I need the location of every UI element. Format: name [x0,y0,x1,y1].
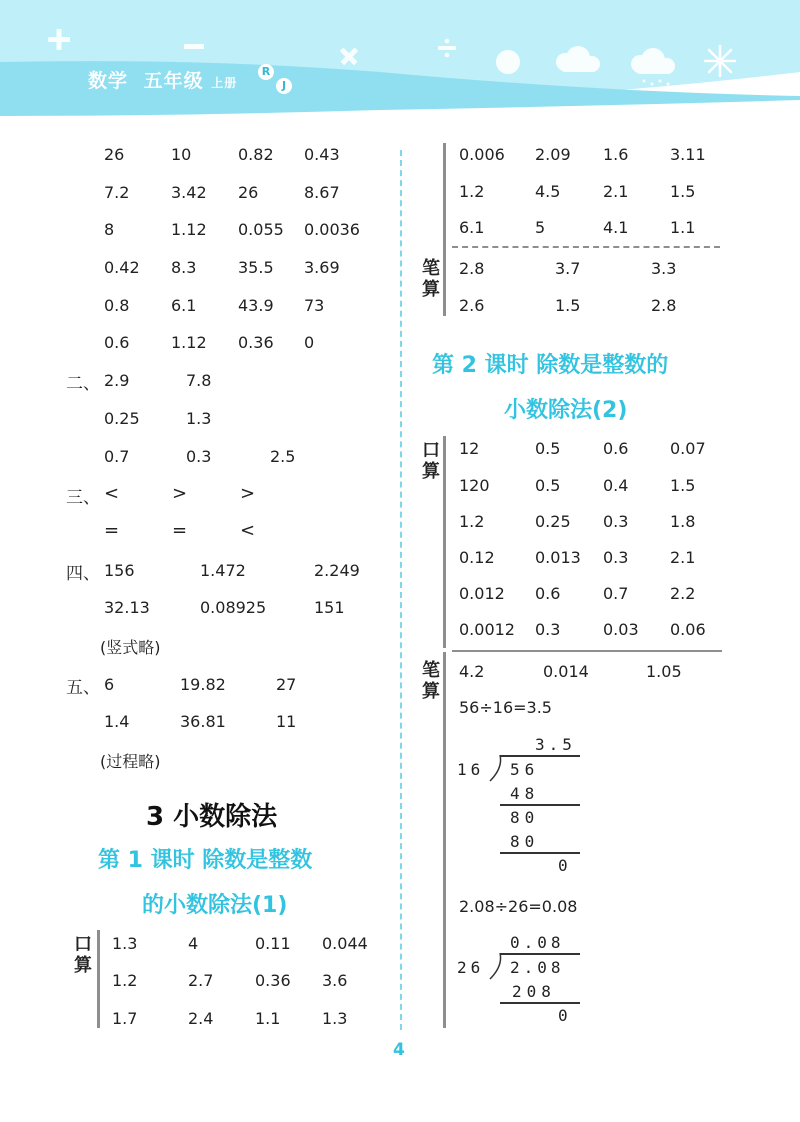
answer-cell: 1.3 [186,409,212,428]
section-label-si: 四、 [66,564,100,584]
ld-dividend: 56 [510,760,540,779]
kousuan-cell: 0.044 [322,934,368,953]
kousuan-cell: 0.3 [603,548,629,567]
book-title [88,66,237,93]
kousuan-cell: 12 [459,439,480,458]
answer-cell: 7.8 [186,371,212,390]
top-block-bar [443,143,446,316]
lesson-2-title: 第 2 课时 除数是整数的 [432,353,669,378]
grid-cell: 4.1 [603,218,629,237]
kousuan-cell: 1.3 [322,1009,348,1028]
section-label-er: 二、 [66,374,100,394]
kousuan-cell: 0.5 [535,476,561,495]
ld-step: 80 [510,808,540,827]
grid-cell: 73 [304,296,325,315]
bisuan-cell: 2.8 [459,259,485,278]
grade-label: 五年级 [143,70,204,92]
answer-cell: 1.4 [104,712,130,731]
badge-r: R [258,64,274,80]
ld-step: 80 [510,832,540,851]
grid-cell: 0.0036 [304,220,360,239]
answer-cell: 11 [276,712,297,731]
grid-cell: 0.8 [104,296,130,315]
answer-cell: 1.472 [200,561,246,580]
bisuan-cell: 4.2 [459,662,485,681]
answer-cell: = [104,520,120,541]
ld-step: 208 [512,982,556,1001]
equation-1: 56÷16=3.5 [459,698,552,717]
column-divider [400,150,402,1030]
answer-cell: 2.9 [104,371,130,390]
bisuan-cell: 3.3 [651,259,677,278]
ld-bracket-curve [487,754,503,782]
kousuan-cell: 1.8 [670,512,696,531]
page-number: 4 [393,1040,405,1060]
page-header [0,0,800,120]
answer-cell: 32.13 [104,598,150,617]
equation-2: 2.08÷26=0.08 [459,897,578,916]
grid-cell: 6.1 [459,218,485,237]
answer-cell: 0.08925 [200,598,267,617]
bisuan-cell: 1.05 [646,662,682,681]
kousuan-cell: 2.7 [188,971,214,990]
kousuan-cell: 0.3 [603,512,629,531]
kousuan-cell: 0.6 [535,584,561,603]
ld-divisor: 16 [457,760,485,779]
grid-cell: 1.5 [670,182,696,201]
grid-cell: 0.42 [104,258,140,277]
grid-cell: 0.43 [304,145,340,164]
bisuan-bar-2 [443,652,446,1028]
kousuan-cell: 0.5 [535,439,561,458]
grid-cell: 10 [171,145,192,164]
grid-cell: 2.09 [535,145,571,164]
grid-cell: 0.6 [104,333,130,352]
grid-cell: 26 [104,145,125,164]
grid-cell: 7.2 [104,183,130,202]
kousuan-cell: 2.1 [670,548,696,567]
answer-cell: 0.25 [104,409,140,428]
volume-label: 上册 [211,76,238,90]
answer-cell: 156 [104,561,135,580]
grid-cell: 0 [304,333,315,352]
answer-cell: 6 [104,675,115,694]
kousuan-cell: 0.012 [459,584,505,603]
ld-remainder: 0 [558,1006,568,1025]
ld-bracket-top [500,953,580,955]
grid-cell: 3.69 [304,258,340,277]
lesson-1-title: 第 1 课时 除数是整数 [98,848,313,873]
kousuan-bar [97,930,100,1028]
kousuan-label: 口算 [74,934,92,976]
answer-cell: 151 [314,598,345,617]
answer-cell: 27 [276,675,297,694]
grid-cell: 1.12 [171,220,207,239]
bisuan-label-2: 笔算 [422,660,440,702]
kousuan-cell: 0.06 [670,620,706,639]
grid-cell: 8 [104,220,115,239]
ld-quotient: 3.5 [535,735,576,754]
kousuan-cell: 1.2 [459,512,485,531]
grid-cell: 8.67 [304,183,340,202]
ld-dividend: 2.08 [510,958,565,977]
kousuan-cell: 0.36 [255,971,291,990]
section-label-san: 三、 [66,488,100,508]
grid-cell: 5 [535,218,546,237]
ld-line [500,804,580,806]
lesson-1-title-cont: 的小数除法(1) [142,893,288,918]
badge-j: J [276,78,292,94]
answer-cell: > [240,483,256,504]
kousuan-cell: 4 [188,934,199,953]
kousuan-bar-2 [443,436,446,648]
ld-bracket-curve [487,952,503,980]
ld-quotient: 0.08 [510,933,565,952]
kousuan-cell: 0.6 [603,439,629,458]
answer-cell: = [172,520,188,541]
grid-cell: 26 [238,183,259,202]
ld-divisor: 26 [457,958,485,977]
grid-cell: 43.9 [238,296,274,315]
kousuan-cell: 1.7 [112,1009,138,1028]
grid-cell: 6.1 [171,296,197,315]
kousuan-cell: 0.013 [535,548,581,567]
kousuan-cell: 0.25 [535,512,571,531]
ld-step: 48 [510,784,540,803]
note-text: (竖式略) [100,638,161,657]
grid-cell: 8.3 [171,258,197,277]
answer-cell: 0.7 [104,447,130,466]
bisuan-label: 笔算 [422,258,440,300]
grid-cell: 3.42 [171,183,207,202]
bisuan-cell: 3.7 [555,259,581,278]
bisuan-cell: 0.014 [543,662,589,681]
grid-cell: 35.5 [238,258,274,277]
kousuan-cell: 1.3 [112,934,138,953]
note-text: (过程略) [100,752,161,771]
bisuan-cell: 2.8 [651,296,677,315]
grid-cell: 1.12 [171,333,207,352]
lesson-2-title-cont: 小数除法(2) [504,398,628,423]
kousuan-cell: 120 [459,476,490,495]
ld-line [500,852,580,854]
answer-cell: 2.5 [270,447,296,466]
answer-cell: < [104,483,120,504]
kousuan-cell: 2.2 [670,584,696,603]
subject-label: 数学 [88,70,129,92]
answer-cell: 0.3 [186,447,212,466]
kousuan-cell: 0.11 [255,934,291,953]
section-label-wu: 五、 [66,678,100,698]
bisuan-cell: 1.5 [555,296,581,315]
answer-cell: < [240,520,256,541]
kousuan-cell: 1.2 [112,971,138,990]
kousuan-cell: 0.3 [535,620,561,639]
answer-cell: 36.81 [180,712,226,731]
kousuan-cell: 0.12 [459,548,495,567]
grid-cell: 1.1 [670,218,696,237]
solid-separator [452,650,722,652]
ld-line [500,1002,580,1004]
kousuan-cell: 3.6 [322,971,348,990]
answer-cell: > [172,483,188,504]
grid-cell: 1.2 [459,182,485,201]
kousuan-cell: 0.07 [670,439,706,458]
kousuan-label-2: 口算 [422,440,440,482]
kousuan-cell: 1.1 [255,1009,281,1028]
ld-remainder: 0 [558,856,568,875]
kousuan-cell: 0.7 [603,584,629,603]
kousuan-cell: 0.03 [603,620,639,639]
grid-cell: 0.055 [238,220,284,239]
grid-cell: 0.82 [238,145,274,164]
ld-bracket-top [500,755,580,757]
answer-cell: 19.82 [180,675,226,694]
kousuan-cell: 0.4 [603,476,629,495]
answer-cell: 2.249 [314,561,360,580]
grid-cell: 1.6 [603,145,629,164]
grid-cell: 2.1 [603,182,629,201]
kousuan-cell: 2.4 [188,1009,214,1028]
header-banner [0,0,800,120]
dashed-separator [452,246,720,248]
grid-cell: 0.006 [459,145,505,164]
grid-cell: 4.5 [535,182,561,201]
grid-cell: 0.36 [238,333,274,352]
kousuan-cell: 1.5 [670,476,696,495]
kousuan-cell: 0.0012 [459,620,515,639]
grid-cell: 3.11 [670,145,706,164]
chapter-title: 3 小数除法 [146,802,278,832]
bisuan-cell: 2.6 [459,296,485,315]
